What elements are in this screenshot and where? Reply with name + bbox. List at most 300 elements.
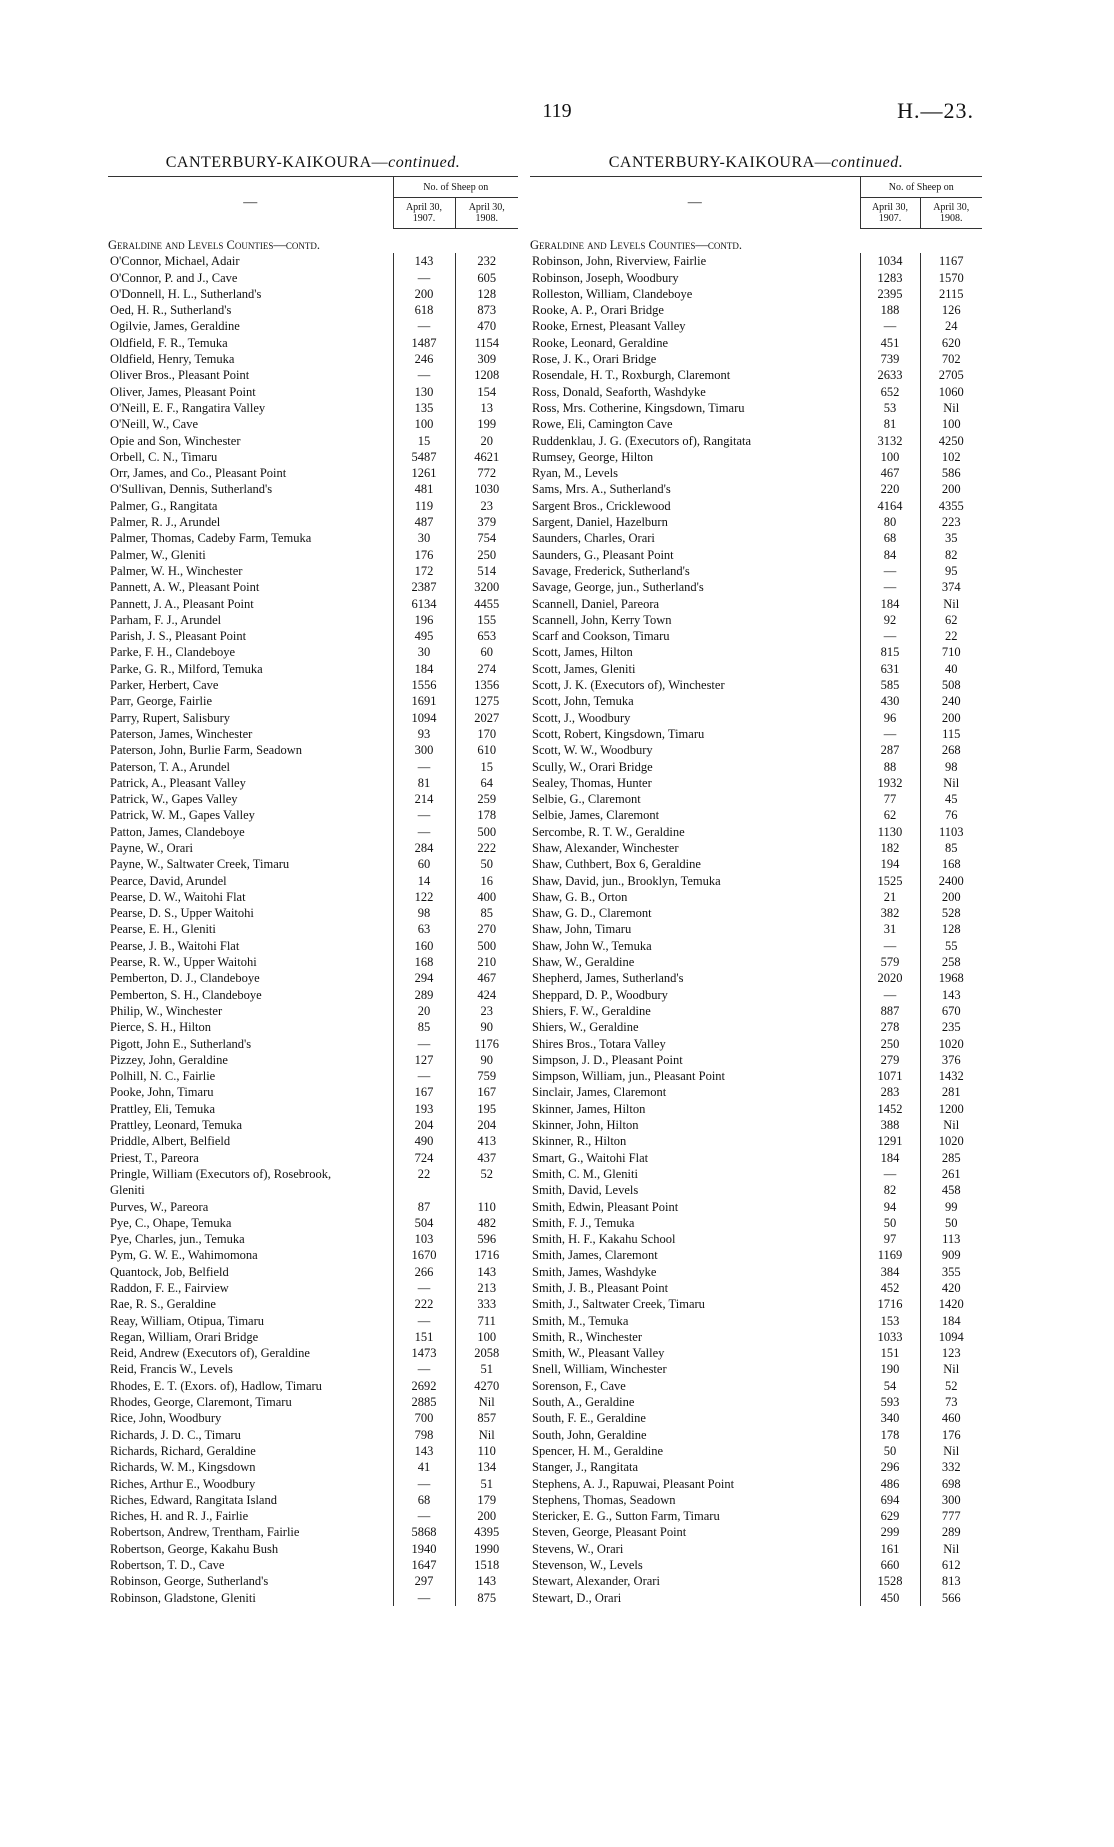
sheep-1907: 80 [860,514,920,530]
owner-name: Smith, W., Pleasant Valley [532,1346,665,1361]
sheep-1908: 45 [945,792,958,807]
owner-name: Smith, H. F., Kakahu School [532,1232,676,1247]
sheep-1908: 123 [941,1346,961,1361]
sheep-1908: 873 [477,303,497,318]
table-row [108,1345,518,1361]
sheep-1908: 113 [942,1232,961,1247]
owner-name: South, F. E., Geraldine [532,1411,646,1426]
table-row [108,547,518,563]
owner-name: Scott, J., Woodbury [532,710,631,725]
owner-name: Spencer, H. M., Geraldine [532,1443,664,1458]
sheep-1908: 309 [477,352,497,367]
sheep-1907: 85 [393,1019,455,1035]
sheep-1908: 200 [941,482,961,497]
sheep-1907: 100 [860,449,920,465]
owner-name: Palmer, W. H., Winchester [110,563,243,578]
table-row [108,1378,518,1394]
owner-name: Parry, Rupert, Salisbury [110,710,231,725]
sheep-1908: 128 [477,286,497,301]
table-row [108,465,518,481]
table-row [108,1427,518,1443]
sheep-1908: 50 [945,1215,958,1230]
owner-name: Payne, W., Saltwater Creek, Timaru [110,857,290,872]
owner-name: Smith, R., Winchester [532,1329,643,1344]
table-row [108,921,518,937]
sheep-1908: 62 [945,612,958,627]
table-row [108,1003,518,1019]
sheep-1908: 460 [941,1411,961,1426]
sheep-1908: 82 [945,547,958,562]
table-row [530,1541,982,1557]
sheep-1907: 451 [860,335,920,351]
owner-name: Sams, Mrs. A., Sutherland's [532,482,671,497]
table-row [530,1378,982,1394]
table-row [108,856,518,872]
sheep-1907: 96 [860,710,920,726]
sheep-1908: 259 [477,792,497,807]
year-1908-header: April 30, 1908. [455,198,518,229]
sheep-1907: 135 [393,400,455,416]
sheep-1907: 182 [860,840,920,856]
sheep-1907: 87 [393,1199,455,1215]
sheep-1907: 20 [393,1003,455,1019]
owner-name: Oed, H. R., Sutherland's [110,303,232,318]
sheep-1908: 1020 [938,1036,964,1051]
sheep-1907: 287 [860,742,920,758]
sheep-1907: 204 [393,1117,455,1133]
owner-name: Palmer, Thomas, Cadeby Farm, Temuka [110,531,312,546]
table-row [108,726,518,742]
sheep-1908: 420 [941,1281,961,1295]
sheep-1907: 62 [860,807,920,823]
owner-name: Riches, Edward, Rangitata Island [110,1492,277,1507]
table-row [530,1508,982,1524]
sheep-1908: 289 [941,1525,961,1540]
sheep-1907: — [393,1590,455,1606]
table-row [530,987,982,1003]
table-row [108,1443,518,1459]
owner-name: Skinner, R., Hilton [532,1134,627,1149]
table-row [530,1573,982,1589]
sheep-1907: 127 [393,1052,455,1068]
table-row [108,970,518,986]
sheep-1908: Nil [943,1362,960,1377]
owner-name: Robinson, Gladstone, Gleniti [110,1590,256,1605]
table-row [530,889,982,905]
table-row [530,596,982,612]
owner-name: Shaw, John W., Temuka [532,938,652,953]
document-code: H.—23. [897,98,974,123]
table-row [530,938,982,954]
sheep-1907: — [393,759,455,775]
sheep-1907: 151 [393,1329,455,1345]
sheep-1908: 35 [945,531,958,546]
sheep-1907: 467 [860,465,920,481]
sheep-1907: 1487 [393,335,455,351]
table-row [108,1313,518,1329]
table-row [108,1508,518,1524]
table-row [108,1150,518,1166]
table-row [530,970,982,986]
table-row [530,1492,982,1508]
owner-name: Shaw, Alexander, Winchester [532,840,679,855]
sheep-1907: 184 [393,661,455,677]
sheep-1907: 490 [393,1133,455,1149]
sheep-1907: 579 [860,954,920,970]
sheep-1908: 1356 [474,678,500,693]
sheep-1907: 629 [860,1508,920,1524]
sheep-1908: 857 [477,1411,497,1426]
owner-name: Opie and Son, Winchester [110,433,241,448]
sheep-1907: 1528 [860,1573,920,1589]
owner-name: Selbie, James, Claremont [532,808,660,823]
sheep-1908: 20 [480,433,493,448]
sheep-1908: 110 [477,1443,496,1458]
table-row [530,954,982,970]
sheep-table [530,176,982,1606]
sheep-1908: 143 [477,1574,497,1589]
owner-name: O'Neill, E. F., Rangatira Valley [110,400,266,415]
sheep-1908: 470 [477,319,497,334]
sheep-1907: 84 [860,547,920,563]
table-row [108,318,518,334]
table-row [108,1199,518,1215]
table-row [530,400,982,416]
sheep-1907: 3132 [860,433,920,449]
table-row [108,1215,518,1231]
sheep-1907: 88 [860,759,920,775]
table-row [530,563,982,579]
table-row [530,873,982,889]
table-row [108,1492,518,1508]
owner-name: Robertson, Andrew, Trentham, Fairlie [110,1525,300,1540]
sheep-1908: 204 [477,1118,497,1133]
sheep-1908: 99 [945,1199,958,1214]
table-row [108,253,518,269]
sheep-1907: 14 [393,873,455,889]
sheep-count-group-header: No. of Sheep on [860,177,982,198]
owner-name: Prattley, Leonard, Temuka [110,1118,243,1133]
sheep-1908: 437 [477,1150,497,1165]
table-row [108,677,518,693]
owner-name: Polhill, N. C., Fairlie [110,1069,216,1084]
sheep-1908: 374 [941,580,961,595]
sheep-1907: 739 [860,351,920,367]
sheep-1907: 81 [393,775,455,791]
owner-name: Quantock, Job, Belfield [110,1264,229,1279]
table-row [108,1573,518,1589]
sheep-1908: 2400 [938,873,964,888]
owner-name: Rae, R. S., Geraldine [110,1297,216,1312]
table-row [530,1247,982,1263]
owner-name: Oldfield, F. R., Temuka [110,335,228,350]
owner-name: Robinson, Joseph, Woodbury [532,270,679,285]
sheep-1907: 284 [393,840,455,856]
year-1908-header: April 30, 1908. [920,198,982,229]
owner-name: Rooke, A. P., Orari Bridge [532,303,664,318]
table-row [530,726,982,742]
sheep-1908: 155 [477,612,497,627]
owner-name: Pearse, E. H., Gleniti [110,922,216,937]
sheep-1907: 430 [860,693,920,709]
table-row [108,400,518,416]
table-row [108,1166,518,1182]
table-row [530,921,982,937]
table-row [530,791,982,807]
owner-name: Patrick, W., Gapes Valley [110,792,238,807]
sheep-1907: — [860,987,920,1003]
owner-name: Reid, Andrew (Executors of), Geraldine [110,1346,310,1361]
sheep-1908: Nil [943,1443,960,1458]
owner-name: Scarf and Cookson, Timaru [532,629,670,644]
table-row [530,824,982,840]
sheep-1907: 1473 [393,1345,455,1361]
sheep-1907: 618 [393,302,455,318]
owner-name: Stevens, W., Orari [532,1541,624,1556]
sheep-1907: 60 [393,856,455,872]
owner-name: Ryan, M., Levels [532,466,618,481]
sheep-1907: — [860,726,920,742]
sheep-1907: 194 [860,856,920,872]
table-row [108,1394,518,1410]
owner-name: Robinson, George, Sutherland's [110,1574,269,1589]
owner-name: Shires Bros., Totara Valley [532,1036,666,1051]
sheep-1907: 4164 [860,498,920,514]
owner-name: Shaw, G. D., Claremont [532,906,652,921]
sheep-1908: 178 [477,808,497,823]
sheep-1908: 235 [941,1020,961,1035]
owner-name: O'Connor, P. and J., Cave [110,270,238,285]
sheep-1908: 355 [941,1264,961,1279]
table-row [108,824,518,840]
table-row [530,1166,982,1182]
sheep-1908: 200 [941,889,961,904]
owner-name: Rosendale, H. T., Roxburgh, Claremont [532,368,731,383]
sheep-1907: 143 [393,253,455,269]
sheep-1907: 184 [860,1150,920,1166]
owner-name: Parker, Herbert, Cave [110,678,219,693]
sheep-1907: 82 [860,1182,920,1198]
owner-name: Richards, Richard, Geraldine [110,1443,256,1458]
table-row [108,563,518,579]
owner-name: Selbie, G., Claremont [532,792,641,807]
table-row [530,1329,982,1345]
sheep-1908: 199 [477,417,497,432]
owner-name: Pooke, John, Timaru [110,1085,214,1100]
owner-name: Parke, G. R., Milford, Temuka [110,661,263,676]
owner-name: Smith, C. M., Gleniti [532,1166,638,1181]
table-row [108,889,518,905]
owner-name: Robertson, George, Kakahu Bush [110,1541,279,1556]
sheep-1908: 128 [941,922,961,937]
owner-name: Savage, George, jun., Sutherland's [532,580,704,595]
sheep-1907: 30 [393,644,455,660]
table-row [530,628,982,644]
table-row [108,840,518,856]
table-row [530,1036,982,1052]
sheep-1907: 31 [860,921,920,937]
sheep-1907: 41 [393,1459,455,1475]
owner-name: South, John, Geraldine [532,1427,647,1442]
owner-name: Scannell, John, Kerry Town [532,612,672,627]
owner-name: Patton, James, Clandeboye [110,824,245,839]
table-row [108,612,518,628]
table-row [108,1036,518,1052]
sheep-1908: 85 [945,840,958,855]
sheep-1907: 151 [860,1345,920,1361]
sheep-1907: — [393,1361,455,1377]
table-row [530,775,982,791]
owner-name: Rowe, Eli, Camington Cave [532,417,673,432]
sheep-1907: 2387 [393,579,455,595]
table-row [530,710,982,726]
table-row [108,1247,518,1263]
owner-name: O'Neill, W., Cave [110,417,199,432]
sheep-1908: 179 [477,1492,497,1507]
sheep-1908: 110 [477,1199,496,1214]
table-row [530,1199,982,1215]
sheep-1908: 500 [477,938,497,953]
table-row [530,905,982,921]
sheep-1908: Nil [943,1118,960,1133]
sheep-1907: — [393,1508,455,1524]
sheep-1908: 168 [941,857,961,872]
owner-name: Pannett, J. A., Pleasant Point [110,596,254,611]
owner-name: Rose, J. K., Orari Bridge [532,352,657,367]
table-row [530,807,982,823]
table-row [108,416,518,432]
table-row [530,367,982,383]
sheep-1907: 143 [393,1443,455,1459]
sheep-1907: 1169 [860,1247,920,1263]
sheep-1908: 154 [477,384,497,399]
sheep-1907: 94 [860,1199,920,1215]
owner-name: Patrick, A., Pleasant Valley [110,775,246,790]
sheep-1907: 382 [860,905,920,921]
table-row [108,286,518,302]
sheep-1907: 2692 [393,1378,455,1394]
table-row [530,286,982,302]
owner-name: Stewart, D., Orari [532,1590,622,1605]
table-row [108,644,518,660]
sheep-1907: 1940 [393,1541,455,1557]
table-row [530,1133,982,1149]
sheep-1907: 53 [860,400,920,416]
table-row [108,1329,518,1345]
owner-name: Priest, T., Pareora [110,1150,199,1165]
sheep-1907: — [393,1313,455,1329]
sheep-1908: 126 [941,303,961,318]
sheep-1907: 289 [393,987,455,1003]
table-row [530,1052,982,1068]
owner-name: Savage, Frederick, Sutherland's [532,563,690,578]
owner-name: Palmer, W., Gleniti [110,547,206,562]
table-row [108,1590,518,1606]
sheep-1907: 700 [393,1410,455,1426]
table-row [108,661,518,677]
table-row [108,433,518,449]
owner-name: Smith, Edwin, Pleasant Point [532,1199,679,1214]
column-title [108,150,518,176]
sheep-1908: 813 [941,1574,961,1589]
sheep-1908: 4455 [474,596,500,611]
owner-name: Pigott, John E., Sutherland's [110,1036,252,1051]
sheep-1908: 51 [480,1362,493,1377]
table-row [530,514,982,530]
owner-name: Shaw, John, Timaru [532,922,632,937]
sheep-1908: 134 [477,1460,497,1475]
sheep-1907: 266 [393,1264,455,1280]
sheep-1908: 184 [941,1313,961,1328]
table-row [530,1313,982,1329]
sheep-1908: 1176 [474,1036,500,1051]
table-row [530,530,982,546]
owner-name: Shiers, W., Geraldine [532,1020,639,1035]
sheep-1908: 4395 [474,1525,500,1540]
table-row [530,1264,982,1280]
sheep-1908: 98 [945,759,958,774]
sheep-1907: 250 [860,1036,920,1052]
owner-name: Smith, F. J., Temuka [532,1215,635,1230]
sheep-1908: 176 [941,1427,961,1442]
sheep-1907: 21 [860,889,920,905]
sheep-1908: 1060 [938,384,964,399]
owner-name: Rice, John, Woodbury [110,1411,222,1426]
owner-name: Saunders, Charles, Orari [532,531,655,546]
owner-name: Riches, Arthur E., Woodbury [110,1476,256,1491]
sheep-1907: 384 [860,1264,920,1280]
table-row [108,905,518,921]
table-row [108,1133,518,1149]
owner-name: Pemberton, D. J., Clandeboye [110,971,260,986]
table-row [530,481,982,497]
sheep-1907: 486 [860,1476,920,1492]
sheep-1907: 160 [393,938,455,954]
owner-name: Oliver Bros., Pleasant Point [110,368,250,383]
table-row [530,1590,982,1606]
owner-name: Smith, J. B., Pleasant Point [532,1281,669,1295]
owner-name: Shaw, Cuthbert, Box 6, Geraldine [532,857,701,872]
sheep-1908: 612 [941,1558,961,1573]
left-column [108,150,518,1606]
sheep-1907: 694 [860,1492,920,1508]
sheep-1907: — [393,824,455,840]
sheep-1908: 670 [941,1003,961,1018]
sheep-1907: 631 [860,661,920,677]
owner-name: Pannett, A. W., Pleasant Point [110,580,260,595]
owner-name: Shaw, W., Geraldine [532,955,635,970]
sheep-1907: 450 [860,1590,920,1606]
sheep-1907: 504 [393,1215,455,1231]
sheep-1907: 340 [860,1410,920,1426]
sheep-1908: 250 [477,547,497,562]
sheep-1907: 54 [860,1378,920,1394]
sheep-1907: 593 [860,1394,920,1410]
owner-name: Shaw, David, jun., Brooklyn, Temuka [532,873,721,888]
sheep-1908: 85 [480,906,493,921]
table-row [108,514,518,530]
sheep-1908: 4270 [474,1378,500,1393]
owner-name: Pearse, D. W., Waitohi Flat [110,889,246,904]
sheep-1907: 585 [860,677,920,693]
sheep-1908: 261 [941,1166,961,1181]
owner-name: South, A., Geraldine [532,1395,635,1410]
table-row [530,1394,982,1410]
sheep-1907: — [860,628,920,644]
table-row [530,1280,982,1296]
sheep-1907: 176 [393,547,455,563]
owner-name: Gleniti [110,1183,145,1198]
